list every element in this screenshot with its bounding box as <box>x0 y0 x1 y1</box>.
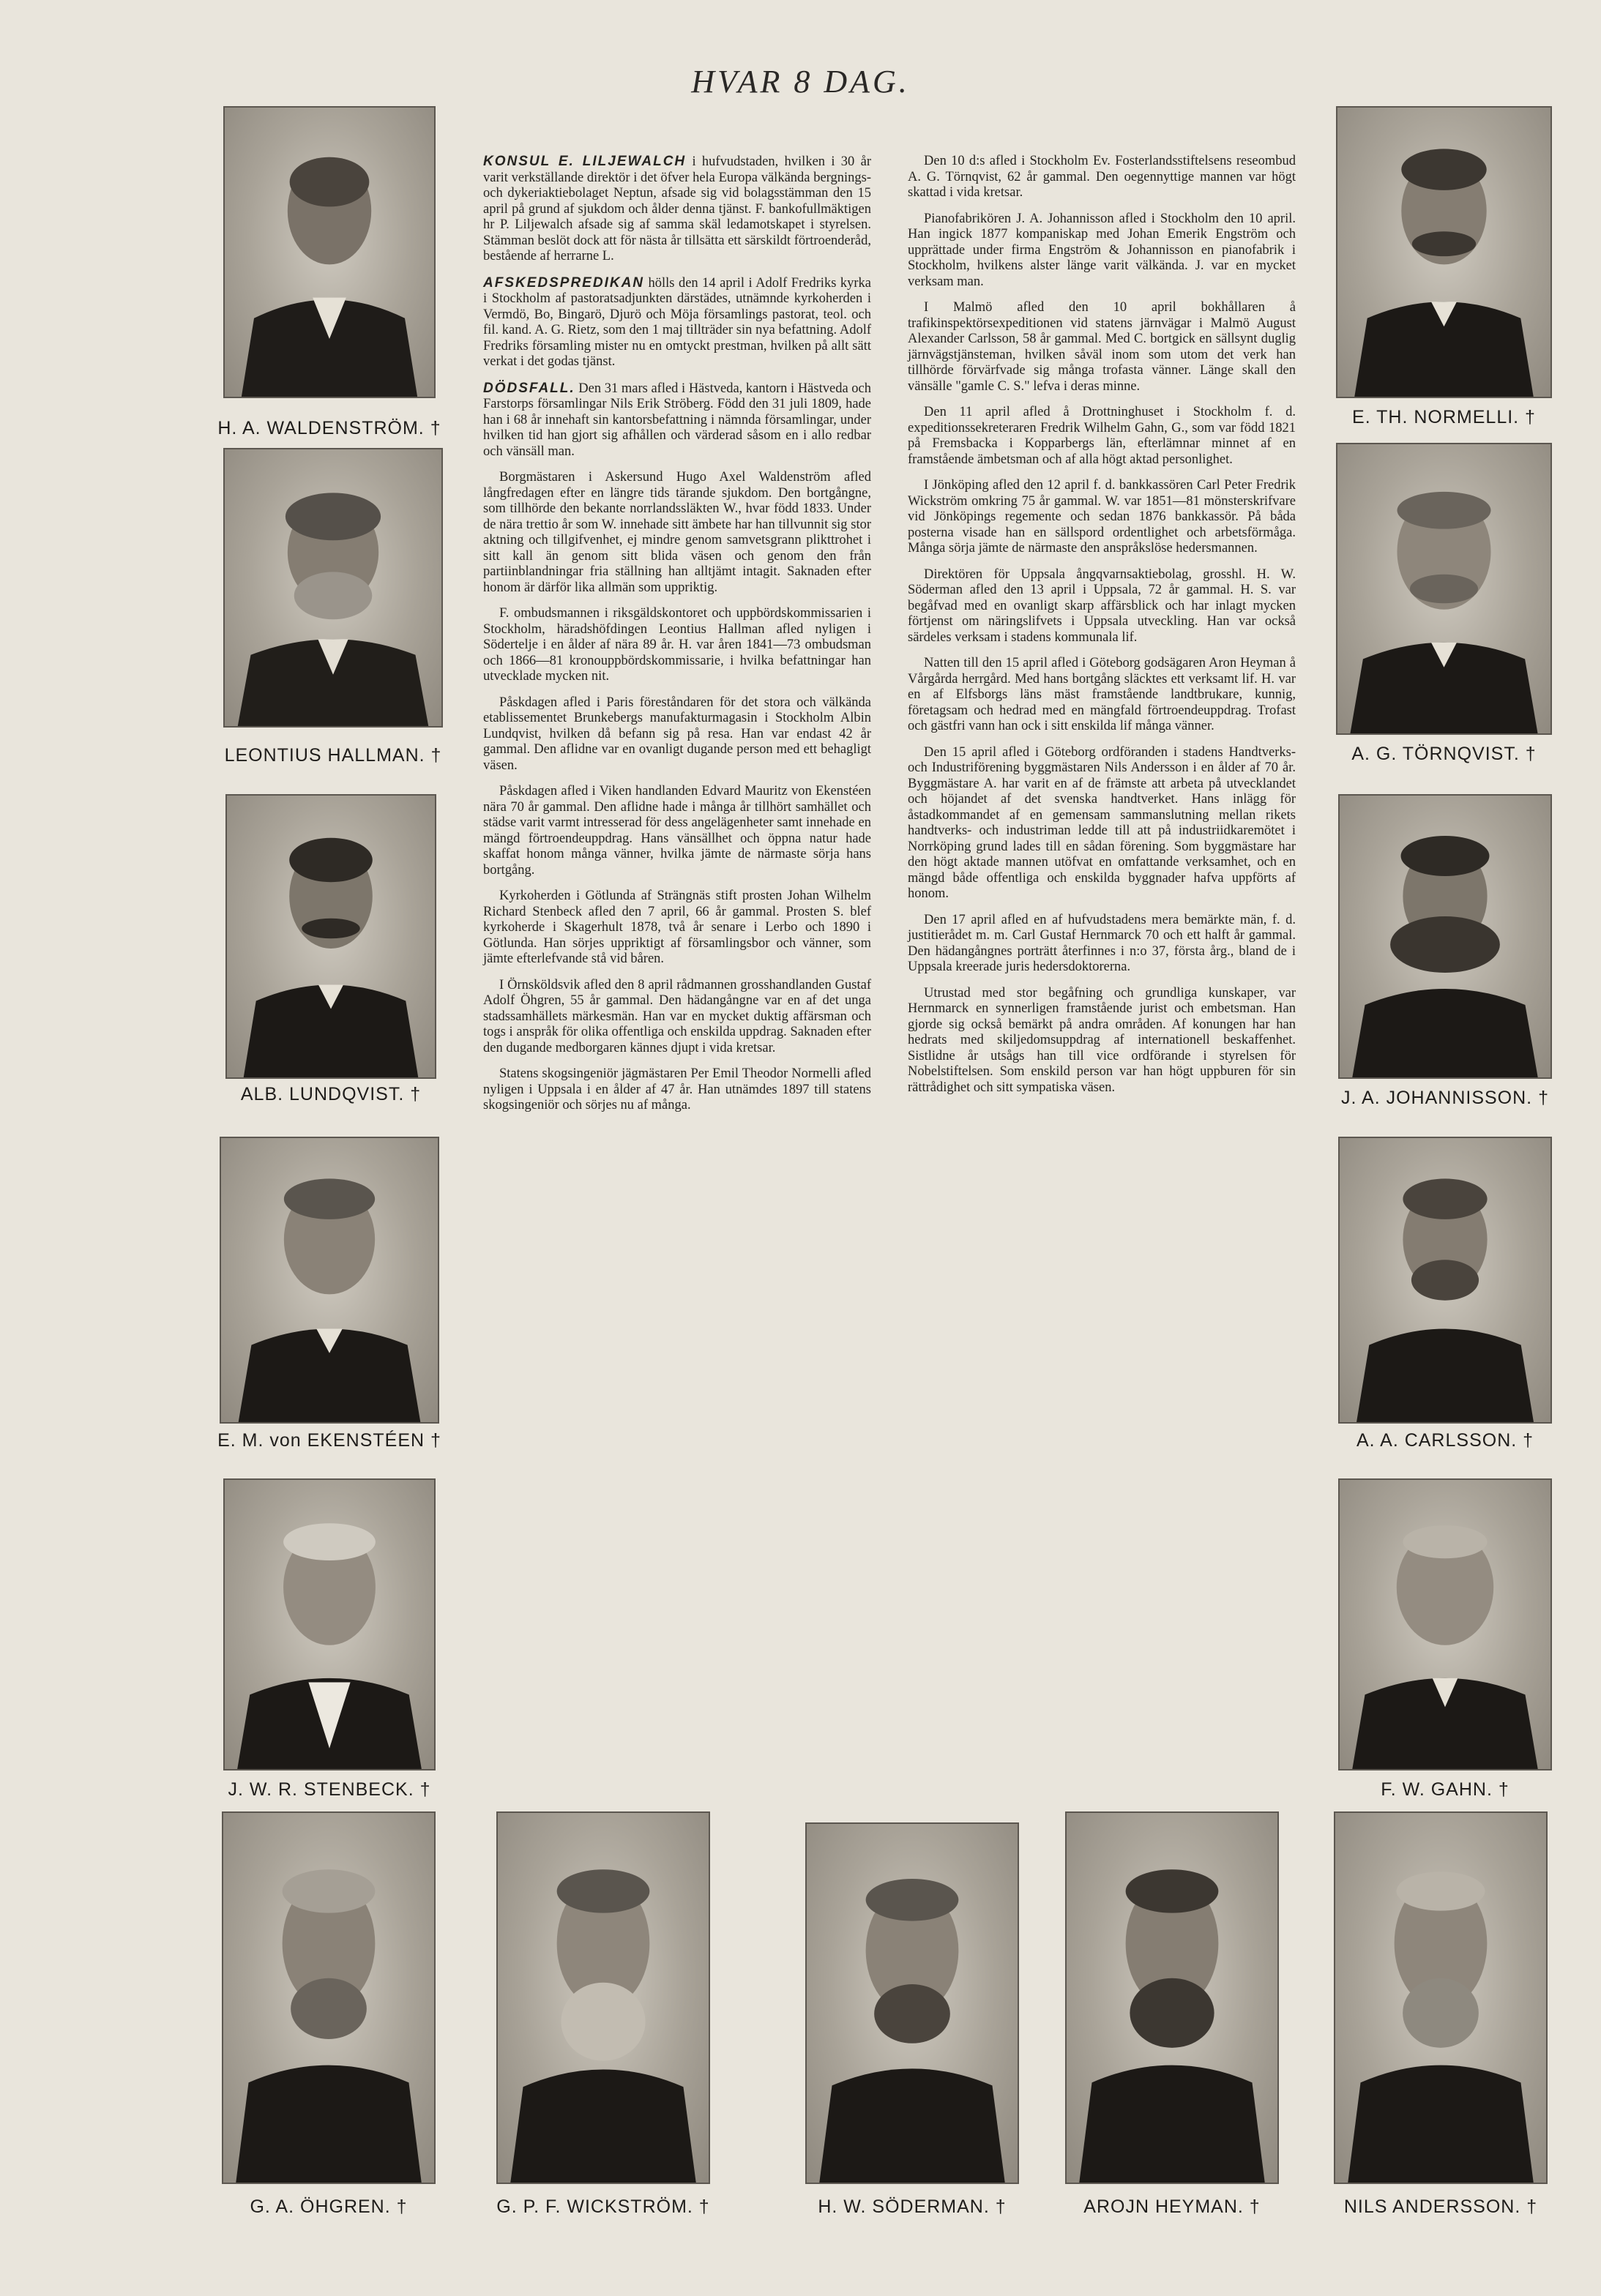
portrait-soderman <box>805 1822 1019 2218</box>
article-paragraph: Påskdagen afled i Viken handlanden Edvard Mauritz von Ekenstéen nära 70 år gammal. Den aflidne hade i många år tillhört samhället och städse varit varmt intresserad för dess angelägenheter samt innehade en mängd förtroendeuppdrag. Hans vänsällhet och öppna natur hade skaffat honom många vänner, hvilka jämte de närmaste sörja hans bortgång. <box>483 784 871 878</box>
article-headline: KONSUL E. LILJEWALCH <box>483 154 687 169</box>
portrait-ekensteen <box>217 1137 441 1451</box>
article-dodsfall <box>483 381 871 460</box>
portrait-photo <box>1334 1811 1548 2184</box>
portrait-photo <box>805 1822 1019 2184</box>
portrait-ohgren <box>222 1811 436 2218</box>
article-text: i hufvudstaden, hvilken i 30 år varit verkställande direktör i det öfver hela Europa välkända bergnings- och dykeriaktiebolaget Neptun, afsade sig vid bolagsstämman den 15 april på grund af sjukdom och ålder denna tjänst. F. bankofullmäktigen hr P. Liljewalch afsade sig af samma skäl ledamotskapet i styrelsen. Stämman beslöt dock att för nästa år tillsätta ett särskildt förtroenderåd, bestående af herrarne L. <box>483 154 871 263</box>
article-paragraph: I Jönköping afled den 12 april f. d. bankkassören Carl Peter Fredrik Wickström omkring 75 år gammal. W. var 1851—81 mönsterskrifvare vid Jönköpings regemente och sedan 1876 bankkassör. På båda posterna visade han en sällspord ordentlighet och arbetsförmåga. Många sörja jämte de närmaste den anspråkslöse hedersmannen. <box>908 478 1296 556</box>
portrait-caption: J. A. JOHANNISSON. † <box>1341 1088 1549 1108</box>
portrait-photo <box>496 1811 710 2184</box>
article-paragraph: I Malmö afled den 10 april bokhållaren å trafikinspektörsexpeditionen vid statens järnvägar i Malmö August Alexander Carlsson, 58 år gammal. Med C. bortgick en sällsynt duglig järnvägstjänsteman, hvilken såväl inom som utom det verk han tillhörde förvärfvade sig många trofasta vänner. Länge skall den vänsälle "gamle C. S." lefva i deras minne. <box>908 300 1296 394</box>
article-paragraph: F. ombudsmannen i riksgäldskontoret och uppbördskommissarien i Stockholm, häradshöfdingen Leontius Hallman afled nyligen i Södertelje i en ålder af nära 89 år. H. var åren 1841—73 ombudsman och 1866—81 kronouppbördskommissarie, i hvilka befattningar han utvecklade mycken nit. <box>483 606 871 684</box>
portrait-photo <box>223 106 436 398</box>
portrait-photo <box>1338 794 1552 1079</box>
portrait-caption: E. TH. NORMELLI. † <box>1352 407 1536 427</box>
portrait-gahn <box>1338 1478 1552 1800</box>
page-header: HVAR 8 DAG. <box>691 64 910 100</box>
portrait-caption: H. A. WALDENSTRÖM. † <box>217 418 441 438</box>
portrait-caption: E. M. von EKENSTÉEN † <box>217 1430 441 1451</box>
portrait-photo <box>1336 106 1552 398</box>
portrait-caption: LEONTIUS HALLMAN. † <box>224 745 442 766</box>
portrait-caption: NILS ANDERSSON. † <box>1343 2196 1538 2217</box>
portrait-photo <box>1065 1811 1279 2184</box>
portrait-photo <box>220 1137 439 1424</box>
portrait-caption: G. P. F. WICKSTRÖM. † <box>496 2196 710 2217</box>
portrait-caption: J. W. R. STENBECK. † <box>228 1779 431 1800</box>
article-paragraph: Borgmästaren i Askersund Hugo Axel Waldenström afled långfredagen efter en längre tids tärande sjukdom. Den bortgångne, som tillhörde den bekante norrlandssläkten W., hvar född 1833. Under de nära trettio år som W. innehade sitt ämbete har han tillvunnit sig stor aktning och tillgifvenhet, ej mindre genom samvetsgrann plikttrohet i sitt kall än genom sitt blida väsen och genom den från partiinblandningar fria ställning han alltjämt intagit. Saknaden efter honom är därför lika allmän som uppriktig. <box>483 470 871 595</box>
portrait-johannisson <box>1338 794 1552 1109</box>
portrait-photo <box>225 794 436 1079</box>
portrait-caption: AROJN HEYMAN. † <box>1083 2196 1261 2217</box>
portrait-hallman <box>223 448 443 766</box>
text-column-right <box>908 154 1296 1764</box>
article-liljewalch <box>483 154 871 265</box>
portrait-caption: G. A. ÖHGREN. † <box>250 2196 408 2217</box>
article-paragraph: Påskdagen afled i Paris föreståndaren för det stora och välkända etablissementet Brunkebergs manufakturmagasin i Stockholm Albin Lundqvist, hvilken då befann sig på resa. Han var endast 42 år gammal. Den aflidne var en ovanligt dugande person med ett behagligt väsen. <box>483 695 871 773</box>
portrait-photo <box>223 448 443 728</box>
portrait-normelli <box>1336 106 1552 428</box>
article-paragraph: Utrustad med stor begåfning och grundliga kunskaper, var Hernmarck en synnerligen framstående jurist och embetsman. Han gjorde sig också bemärkt på andra områden. Af konungen har han hedrats med skiljedomsuppdrag af internationell beskaffenhet. Sistlidne år utsågs han till vice ordförande i styrelsen för Nobelstiftelsen. Som enskild person var han högt uppburen för sin rättrådighet och sitt sympatiska väsen. <box>908 985 1296 1095</box>
portrait-heyman <box>1065 1811 1279 2218</box>
portrait-andersson <box>1334 1811 1548 2218</box>
article-paragraph: Kyrkoherden i Götlunda af Strängnäs stift prosten Johan Wilhelm Richard Stenbeck afled den 7 april, 66 år gammal. Prosten S. blef kyrkoherde i Skagerhult 1878, två år senare i Lerbo och 1890 i Götlunda. Han sörjes uppriktigt af församlingsbor och vänner, som jämte efterlefvande stå vid båren. <box>483 889 871 966</box>
portrait-caption: F. W. GAHN. † <box>1381 1779 1509 1800</box>
portrait-tornqvist <box>1336 443 1552 765</box>
article-paragraph: Den 17 april afled en af hufvudstadens mera bemärkte män, f. d. justitierådet m. m. Carl Gustaf Hernmarck 70 och ett halft år gammal. Den hädangångnes porträtt återfinnes i n:o 37, första årg., bland de i Uppsala kreerade juris hedersdoktorerna. <box>908 912 1296 974</box>
article-paragraph: Den 15 april afled i Göteborg ordföranden i stadens Handtverks- och Industriförening byggmästaren Nils Andersson i en ålder af 70 år. Byggmästare A. har varit en af de främste att arbeta på utvecklandet och höjandet af det svenska handtverket. Hans inlägg för åstadkommandet af en gemensam sammanslutning mellan rikets handtverks- och industriman ledde till att på industriidkaremötet i Norrköping grund lades till en sådan förening. Som byggmästare har den högt aktade mannen utöfvat en omfattande verksamhet, och en mängd både offentliga och enskilda byggnader hafva uppförts af honom. <box>908 744 1296 901</box>
article-headline: AFSKEDSPREDIKAN <box>483 274 645 291</box>
portrait-lundqvist <box>225 794 436 1105</box>
portrait-photo <box>223 1478 436 1770</box>
article-headline: DÖDSFALL. <box>483 380 575 396</box>
article-paragraph: Pianofabrikören J. A. Johannisson afled i Stockholm den 10 april. Han ingick 1877 kompaniskap med Johan Emerik Engström och upprättade under firma Engström & Johannisson en pianofabrik i Stockholm, hvilkens alster länge varit välkända. J. var en mycket verksam man. <box>908 211 1296 289</box>
portrait-carlsson <box>1338 1137 1552 1451</box>
portrait-waldenstrom <box>217 106 441 439</box>
article-paragraph: Den 10 d:s afled i Stockholm Ev. Fosterlandsstiftelsens reseombud A. G. Törnqvist, 62 år gammal. Den oegennyttige mannen var högt skattad i vida kretsar. <box>908 154 1296 200</box>
article-paragraph: Den 11 april afled å Drottninghuset i Stockholm f. d. expeditionssekreteraren Fredrik Wilhelm Gahn, G., som var född 1821 på Fremsbacka i Kopparbergs län, efterlämnar minnet af en framstående ämbetsman och af alla högt aktad personlighet. <box>908 405 1296 467</box>
portrait-photo <box>1338 1137 1552 1424</box>
portrait-photo <box>222 1811 436 2184</box>
text-column-left <box>483 154 871 1764</box>
article-afskedspredikan <box>483 275 871 370</box>
article-paragraph: Direktören för Uppsala ångqvarnsaktiebolag, grosshl. H. W. Söderman afled den 13 april i Uppsala, 72 år gammal. H. S. var begåfvad med en ovanligt skarp affärsblick och har inlagt mycken förtjenst om näringslifvets i Uppsala utveckling. Han var också särdeles verksam i stadens kommunala lif. <box>908 566 1296 645</box>
article-text: Den 31 mars afled i Hästveda, kantorn i Hästveda och Farstorps församlingar Nils Erik Ströberg. Född den 31 juli 1809, hade han i 68 år innehaft sin kantorsbefattning i nämnda församlingar, under hvilken tid han gjort sig afhållen och värderad såsom en i allo redbar och vänsäll man. <box>483 381 871 459</box>
portrait-photo <box>1336 443 1552 735</box>
portrait-stenbeck <box>223 1478 436 1800</box>
portrait-wickstrom <box>496 1811 710 2218</box>
article-paragraph: Natten till den 15 april afled i Göteborg godsägaren Aron Heyman å Vårgårda herrgård. Med hans bortgång släcktes ett verksamt lif. H. var en af Elfsborgs läns mäst framstående landtbrukare, kunnig, företagsam och hedrad med en mängfald förtroendeuppdrag. Trofast och gästfri vann han ock i sitt enskilda lif många vänner. <box>908 656 1296 733</box>
portrait-caption: A. G. TÖRNQVIST. † <box>1351 744 1537 764</box>
article-text: hölls den 14 april i Adolf Fredriks kyrka i Stockholm af pastoratsadjunkten därstädes, utnämnde kyrkoherden i Vermdö, Bo, Bingarö, Djurö och Möja församlings pastorat, teol. och fil. kand. A. G. Rietz, som den 1 maj tillträder sin nya befattning. Adolf Fredriks församling mister nu en omtyckt prestman, hvilken på allt sätt verkat i det godas tjänst. <box>483 275 871 369</box>
portrait-caption: H. W. SÖDERMAN. † <box>818 2196 1007 2217</box>
portrait-photo <box>1338 1478 1552 1770</box>
portrait-caption: A. A. CARLSSON. † <box>1356 1430 1534 1451</box>
article-paragraph: I Örnsköldsvik afled den 8 april rådmannen grosshandlanden Gustaf Adolf Öhgren, 55 år gammal. Den hädangångne var en af det unga stadssamhällets märkesmän. Han var en mycket duktig affärsman och togs i anspråk för olika offentliga och enskilda uppdrag. Saknaden efter den dugande medborgaren kännes djupt i vida kretsar. <box>483 977 871 1055</box>
portrait-caption: ALB. LUNDQVIST. † <box>240 1084 422 1104</box>
article-paragraph: Statens skogsingeniör jägmästaren Per Emil Theodor Normelli afled nyligen i Uppsala i en ålder af 47 år. Han utnämdes 1897 till statens skogsingeniör och sörjes nu af många. <box>483 1066 871 1113</box>
